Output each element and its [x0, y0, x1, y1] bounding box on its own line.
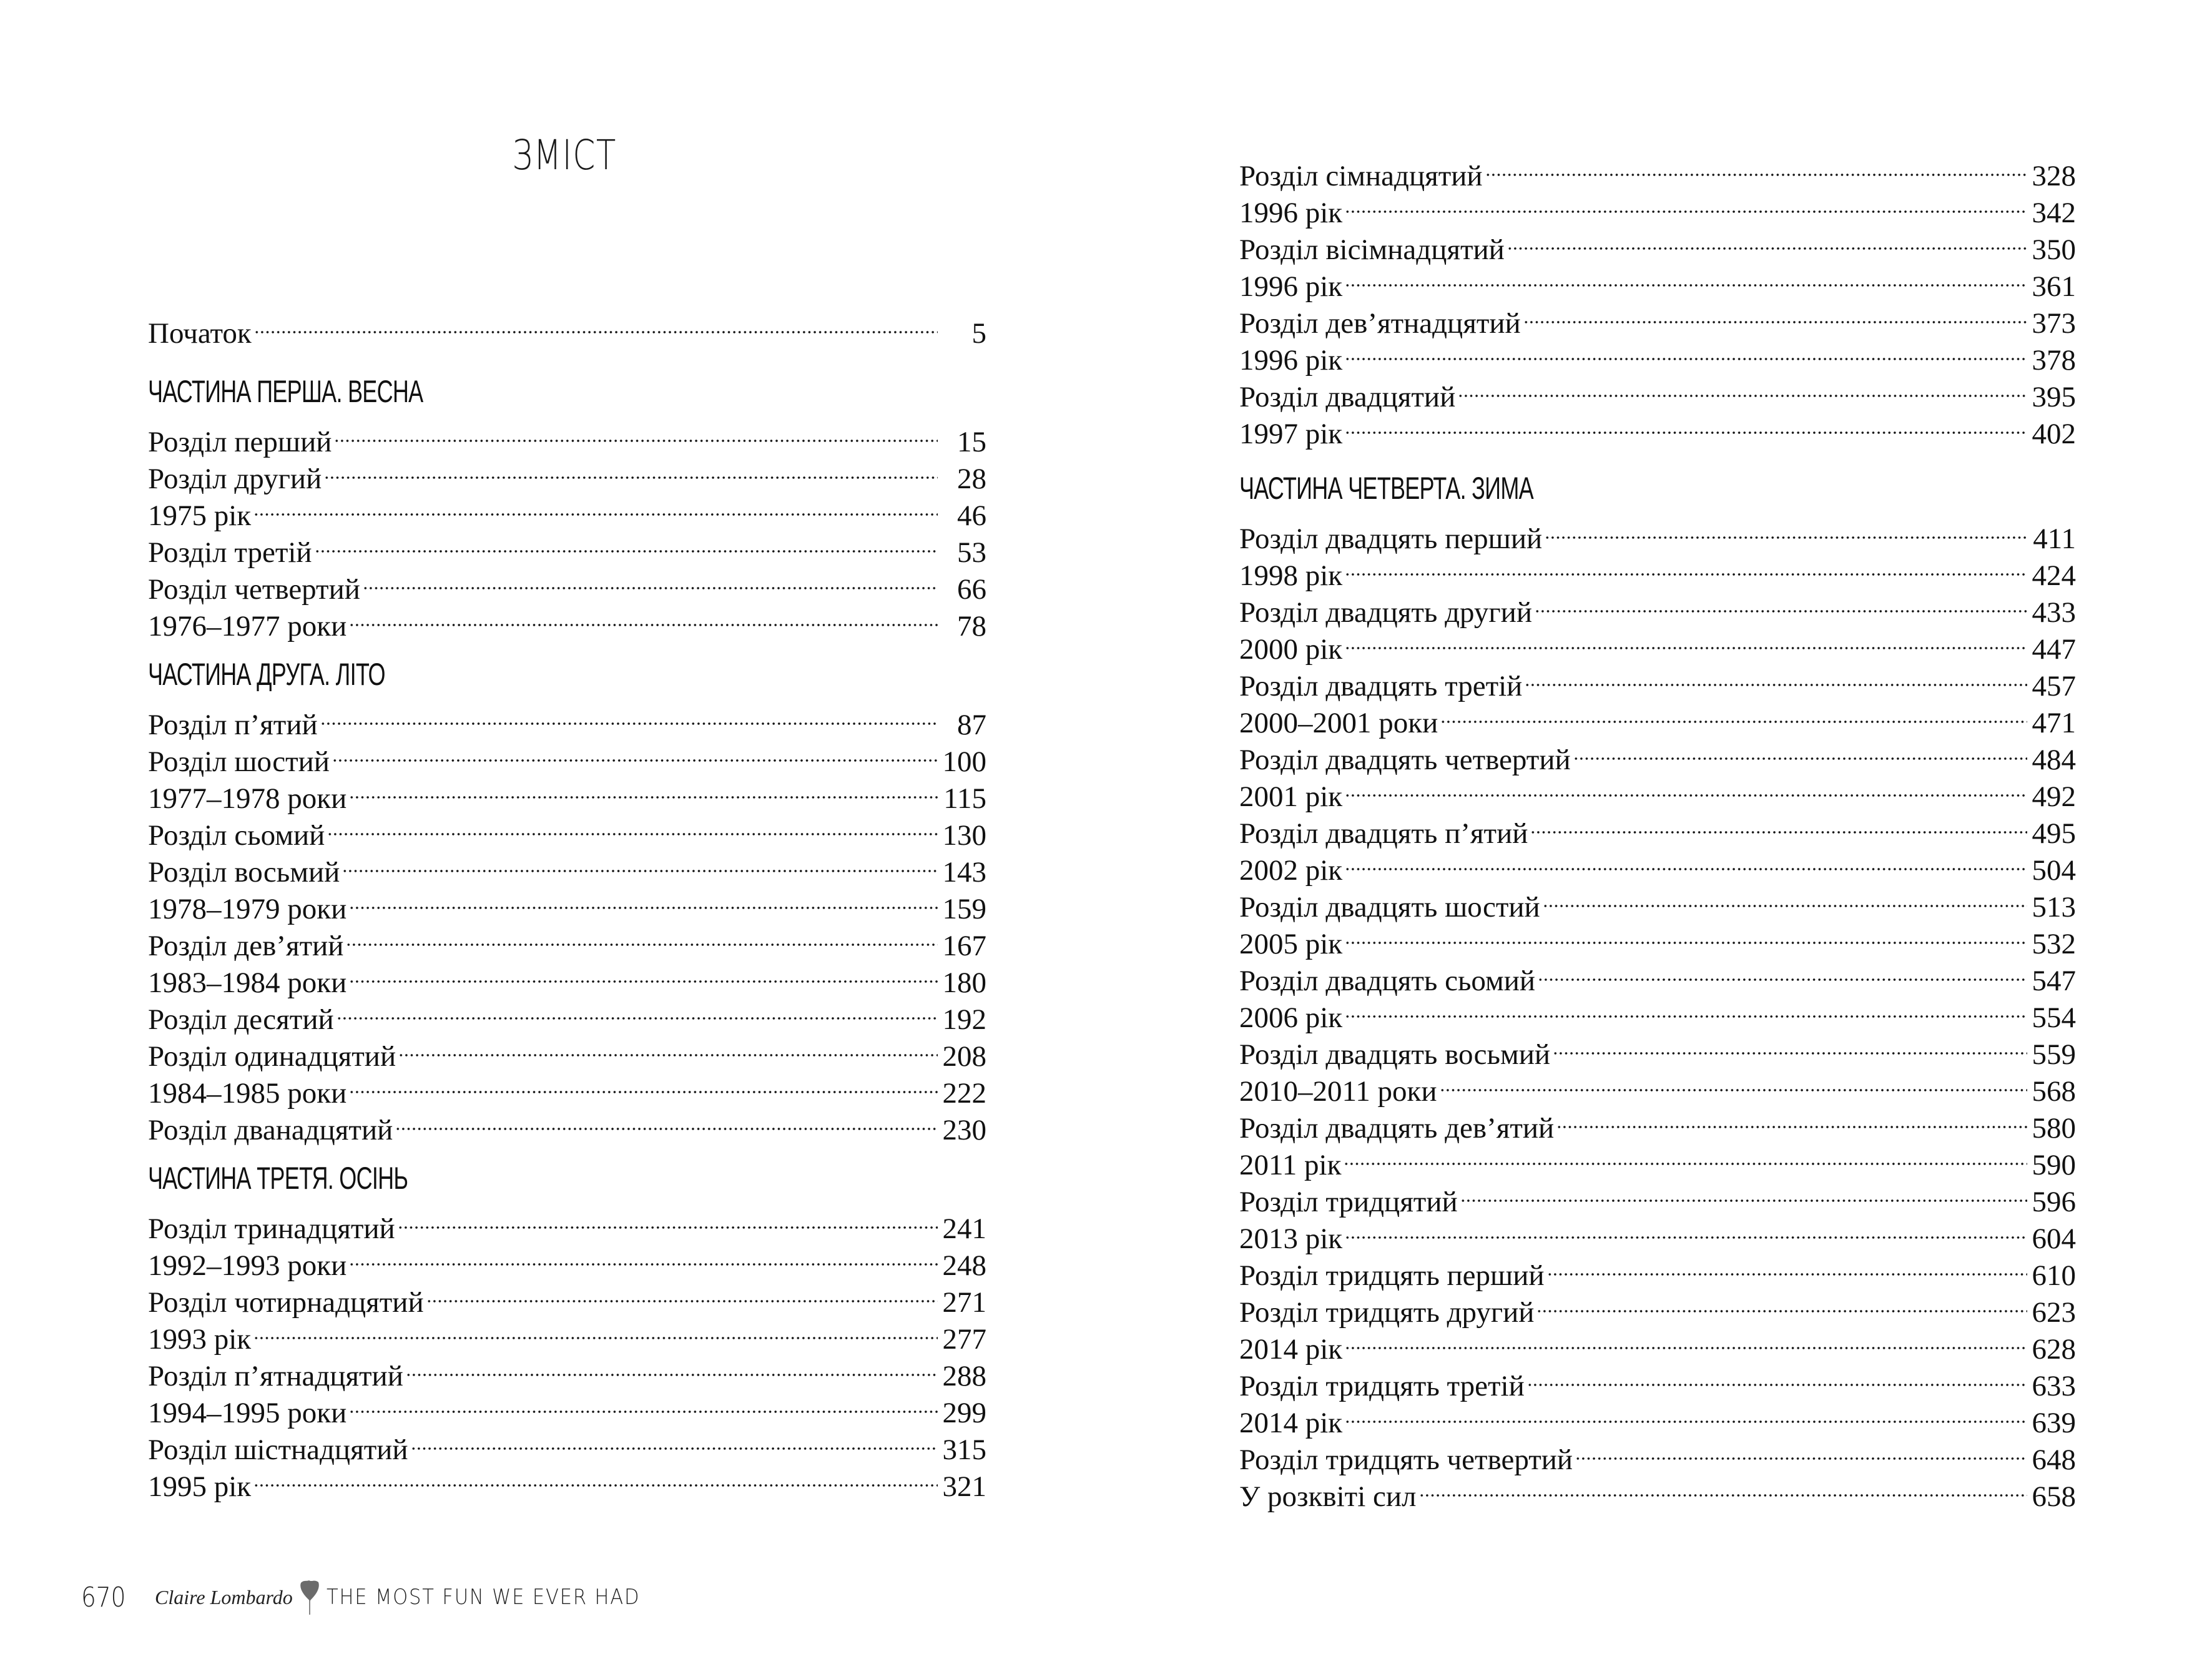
dot-leader — [411, 1422, 938, 1459]
dot-leader — [337, 992, 938, 1029]
toc-entry[interactable] — [1239, 511, 2076, 555]
dot-leader — [1573, 732, 2027, 769]
part-heading: ЧАСТИНА ПЕРША. ВЕСНА — [148, 374, 423, 409]
page-number: 670 — [81, 1581, 126, 1613]
entry-label: Розділ другий — [148, 463, 322, 495]
dot-leader — [1440, 696, 2027, 732]
entry-page-number: 208 — [942, 1040, 986, 1073]
dot-leader — [253, 488, 938, 525]
entry-label: 1994–1995 роки — [148, 1397, 347, 1429]
dot-leader — [1530, 806, 2027, 843]
entry-label: Розділ тридцять другий — [1239, 1296, 1535, 1329]
dot-leader — [398, 1201, 938, 1238]
dot-leader — [1345, 843, 2027, 880]
entry-page-number: 66 — [957, 573, 986, 606]
toc-entry[interactable] — [1239, 185, 2076, 229]
dot-leader — [1545, 511, 2027, 548]
dot-leader — [1458, 370, 2027, 406]
entry-page-number: 484 — [2032, 744, 2076, 776]
toc-entry[interactable] — [1239, 622, 2076, 666]
entry-page-number: 271 — [942, 1286, 986, 1319]
entry-page-number: 568 — [2032, 1075, 2076, 1108]
entry-page-number: 167 — [942, 930, 986, 962]
entry-page-number: 277 — [942, 1323, 986, 1356]
entry-label: Розділ шостий — [148, 746, 330, 778]
entry-page-number: 604 — [2032, 1223, 2076, 1255]
entry-page-number: 299 — [942, 1397, 986, 1429]
entry-page-number: 495 — [2032, 817, 2076, 850]
entry-page-number: 28 — [957, 463, 986, 495]
dot-leader — [342, 845, 938, 882]
toc-entry[interactable] — [1239, 1138, 2076, 1181]
entry-page-number: 315 — [942, 1434, 986, 1466]
entry-page-number: 513 — [2032, 891, 2076, 923]
dot-leader — [1525, 659, 2027, 696]
entry-page-number: 373 — [2032, 307, 2076, 340]
entry-label: 2002 рік — [1239, 854, 1343, 887]
dot-leader — [1345, 1211, 2027, 1248]
author-name: Claire Lombardo — [154, 1585, 293, 1608]
entry-page-number: 628 — [2032, 1333, 2076, 1366]
dot-leader — [254, 306, 938, 343]
entry-page-number: 100 — [942, 746, 986, 778]
entry-page-number: 159 — [942, 893, 986, 925]
entry-label: Розділ тридцятий — [1239, 1186, 1458, 1218]
entry-label: Розділ п’ятий — [148, 709, 318, 741]
entry-label: Розділ двадцять восьмий — [1239, 1038, 1550, 1071]
dot-leader — [253, 1312, 938, 1349]
entry-page-number: 180 — [942, 967, 986, 999]
toc-entry[interactable] — [1239, 1432, 2076, 1476]
dot-leader — [349, 955, 938, 992]
toc-entry[interactable] — [1239, 548, 2076, 592]
entry-page-number: 143 — [942, 856, 986, 889]
dot-leader — [1345, 548, 2027, 585]
entry-page-number: 457 — [2032, 670, 2076, 702]
toc-entry[interactable] — [1239, 222, 2076, 266]
entry-label: 2013 рік — [1239, 1223, 1343, 1255]
entry-label: 1993 рік — [148, 1323, 252, 1356]
entry-page-number: 532 — [2032, 928, 2076, 960]
entry-page-number: 433 — [2032, 596, 2076, 629]
entry-page-number: 492 — [2032, 780, 2076, 813]
entry-page-number: 547 — [2032, 965, 2076, 997]
entry-label: 1976–1977 роки — [148, 610, 347, 642]
dot-leader — [1556, 1101, 2027, 1138]
part-heading: ЧАСТИНА ЧЕТВЕРТА. ЗИМА — [1239, 471, 1533, 506]
entry-page-number: 471 — [2032, 707, 2076, 739]
dot-leader — [349, 1066, 938, 1103]
entry-label: 2006 рік — [1239, 1002, 1343, 1034]
entry-page-number: 241 — [942, 1213, 986, 1245]
toc-entry[interactable] — [1239, 333, 2076, 377]
entry-label: Розділ десятий — [148, 1003, 334, 1036]
dot-leader — [253, 1459, 938, 1496]
toc-entry[interactable] — [1239, 917, 2076, 960]
dot-leader — [349, 1238, 938, 1275]
entry-label: Розділ двадцять шостий — [1239, 891, 1540, 923]
entry-label: 1992–1993 роки — [148, 1249, 347, 1282]
dot-leader — [1345, 333, 2027, 370]
entry-label: 1996 рік — [1239, 197, 1343, 229]
entry-page-number: 115 — [943, 782, 986, 815]
page-footer — [81, 1578, 675, 1616]
toc-entry[interactable] — [1239, 990, 2076, 1034]
entry-page-number: 288 — [942, 1360, 986, 1392]
entry-label: 2014 рік — [1239, 1407, 1343, 1439]
dot-leader — [1419, 1469, 2028, 1506]
entry-label: 1998 рік — [1239, 559, 1343, 592]
entry-page-number: 411 — [2033, 523, 2076, 555]
entry-label: Розділ п’ятнадцятий — [148, 1360, 403, 1392]
toc-entry[interactable] — [1239, 806, 2076, 850]
entry-page-number: 46 — [957, 500, 986, 532]
toc-entry[interactable] — [1239, 1359, 2076, 1402]
entry-page-number: 361 — [2032, 270, 2076, 303]
dot-leader — [346, 918, 938, 955]
toc-entry[interactable] — [148, 525, 986, 569]
dot-leader — [332, 734, 938, 771]
toc-entry[interactable] — [1239, 585, 2076, 629]
toc-entry[interactable] — [1239, 296, 2076, 340]
entry-label: Розділ четвертий — [148, 573, 360, 606]
dot-leader — [1553, 1027, 2027, 1064]
entry-page-number: 633 — [2032, 1370, 2076, 1402]
toc-entry[interactable] — [1239, 1322, 2076, 1366]
dot-leader — [349, 882, 938, 918]
dot-leader — [1345, 185, 2027, 222]
dot-leader — [1538, 953, 2027, 990]
entry-page-number: 328 — [2032, 160, 2076, 192]
entry-page-number: 342 — [2032, 197, 2076, 229]
dot-leader — [363, 562, 938, 599]
dot-leader — [324, 451, 938, 488]
dot-leader — [1535, 585, 2027, 622]
dot-leader — [1485, 149, 2027, 185]
toc-entry[interactable] — [1239, 1174, 2076, 1218]
toc-entry[interactable] — [1239, 149, 2076, 192]
dot-leader — [349, 599, 938, 636]
entry-label: 2011 рік — [1239, 1149, 1342, 1181]
entry-label: Розділ тридцять перший — [1239, 1259, 1545, 1292]
dot-leader — [1536, 1285, 2027, 1322]
toc-entry[interactable] — [148, 1201, 986, 1245]
toc-entry[interactable] — [148, 697, 986, 741]
entry-label: Розділ дванадцятий — [148, 1114, 393, 1146]
dot-leader — [426, 1275, 938, 1312]
toc-entry[interactable] — [1239, 406, 2076, 450]
entry-label: 2005 рік — [1239, 928, 1343, 960]
entry-page-number: 87 — [957, 709, 986, 741]
entry-label: Розділ третій — [148, 536, 312, 569]
entry-label: Розділ чотирнадцятий — [148, 1286, 424, 1319]
toc-entry[interactable] — [1239, 1211, 2076, 1255]
entry-label: Розділ двадцять п’ятий — [1239, 817, 1528, 850]
dot-leader — [1345, 769, 2027, 806]
entry-label: Розділ двадцять третій — [1239, 670, 1523, 702]
entry-page-number: 350 — [2032, 234, 2076, 266]
entry-label: У розквіті сил — [1239, 1480, 1417, 1513]
entry-label: Розділ сьомий — [148, 819, 325, 852]
dot-leader — [349, 1386, 938, 1422]
dot-leader — [398, 1029, 938, 1066]
entry-label: Розділ двадцять сьомий — [1239, 965, 1536, 997]
dot-leader — [1575, 1432, 2027, 1469]
dot-leader — [1344, 1138, 2027, 1174]
entry-page-number: 590 — [2032, 1149, 2076, 1181]
dot-leader — [1507, 222, 2027, 259]
dot-leader — [1345, 622, 2027, 659]
entry-label: 2000–2001 роки — [1239, 707, 1438, 739]
entry-label: 1997 рік — [1239, 418, 1343, 450]
toc-entry[interactable] — [148, 1312, 986, 1356]
toc-entry[interactable] — [148, 488, 986, 532]
entry-label: 2014 рік — [1239, 1333, 1343, 1366]
entry-label: Розділ двадцять четвертий — [1239, 744, 1571, 776]
entry-page-number: 596 — [2032, 1186, 2076, 1218]
entry-label: 1995 рік — [148, 1470, 252, 1503]
entry-label: Розділ сімнадцятий — [1239, 160, 1483, 192]
toc-entry[interactable] — [1239, 1248, 2076, 1292]
entry-page-number: 554 — [2032, 1002, 2076, 1034]
entry-label: Розділ вісімнадцятий — [1239, 234, 1505, 266]
toc-column-right — [1239, 149, 2076, 1513]
dot-leader — [1345, 917, 2027, 953]
entry-label: 1984–1985 роки — [148, 1077, 347, 1110]
entry-label: Розділ дев’ятнадцятий — [1239, 307, 1521, 340]
dot-leader — [349, 771, 938, 808]
entry-label: Розділ двадцять дев’ятий — [1239, 1112, 1555, 1145]
entry-label: 1975 рік — [148, 500, 252, 532]
entry-page-number: 222 — [942, 1077, 986, 1110]
dot-leader — [1345, 990, 2027, 1027]
entry-page-number: 402 — [2032, 418, 2076, 450]
entry-page-number: 424 — [2032, 559, 2076, 592]
dot-leader — [1547, 1248, 2027, 1285]
entry-label: Розділ тринадцятий — [148, 1213, 395, 1245]
dot-leader — [1345, 1322, 2027, 1359]
part-heading: ЧАСТИНА ДРУГА. ЛІТО — [148, 657, 385, 692]
toc-entry[interactable] — [1239, 769, 2076, 813]
dot-leader — [1460, 1174, 2027, 1211]
entry-label: 2010–2011 роки — [1239, 1075, 1437, 1108]
dot-leader — [334, 415, 938, 451]
part-heading: ЧАСТИНА ТРЕТЯ. ОСІНЬ — [148, 1161, 408, 1196]
dot-leader — [1345, 259, 2027, 296]
entry-page-number: 15 — [957, 426, 986, 458]
running-book-title: THE MOST FUN WE EVER HAD — [326, 1585, 641, 1610]
ginkgo-leaf-icon — [299, 1579, 320, 1615]
entry-label: Розділ перший — [148, 426, 332, 458]
entry-page-number: 53 — [957, 536, 986, 569]
toc-entry-intro[interactable] — [148, 306, 986, 350]
entry-page-number: 559 — [2032, 1038, 2076, 1071]
entry-page-number: 447 — [2032, 633, 2076, 666]
entry-page-number: 321 — [942, 1470, 986, 1503]
toc-entry[interactable] — [1239, 880, 2076, 923]
entry-page-number: 230 — [942, 1114, 986, 1146]
entry-page-number: 580 — [2032, 1112, 2076, 1145]
toc-title: ЗМІСТ — [512, 131, 617, 179]
entry-page-number: 658 — [2032, 1480, 2076, 1513]
entry-label: Розділ одинадцятий — [148, 1040, 396, 1073]
entry-label: Початок — [148, 317, 252, 350]
entry-label: Розділ тридцять третій — [1239, 1370, 1525, 1402]
dot-leader — [406, 1349, 938, 1386]
entry-page-number: 623 — [2032, 1296, 2076, 1329]
dot-leader — [320, 697, 938, 734]
entry-page-number: 192 — [942, 1003, 986, 1036]
dot-leader — [1345, 406, 2027, 443]
toc-entry[interactable] — [148, 1349, 986, 1392]
entry-label: Розділ двадцять другий — [1239, 596, 1532, 629]
dot-leader — [1345, 1396, 2027, 1432]
entry-label: Розділ двадцять перший — [1239, 523, 1543, 555]
dot-leader — [315, 525, 938, 562]
entry-page-number: 610 — [2032, 1259, 2076, 1292]
entry-label: Розділ тридцять четвертий — [1239, 1444, 1573, 1476]
toc-entry[interactable] — [1239, 1396, 2076, 1439]
entry-page-number: 5 — [971, 317, 986, 350]
entry-label: 1996 рік — [1239, 270, 1343, 303]
entry-page-number: 378 — [2032, 344, 2076, 377]
toc-entry[interactable] — [148, 1459, 986, 1503]
toc-entry[interactable] — [1239, 843, 2076, 887]
dot-leader — [1523, 296, 2027, 333]
entry-label: Розділ дев’ятий — [148, 930, 344, 962]
dot-leader — [1527, 1359, 2027, 1396]
toc-entry[interactable] — [148, 415, 986, 458]
entry-page-number: 504 — [2032, 854, 2076, 887]
dot-leader — [395, 1103, 938, 1140]
dot-leader — [1543, 880, 2027, 917]
toc-entry[interactable] — [1239, 370, 2076, 413]
entry-label: Розділ двадцятий — [1239, 381, 1456, 413]
entry-label: 2000 рік — [1239, 633, 1343, 666]
entry-page-number: 78 — [957, 610, 986, 642]
entry-page-number: 130 — [942, 819, 986, 852]
entry-label: Розділ восьмий — [148, 856, 340, 889]
entry-page-number: 639 — [2032, 1407, 2076, 1439]
entry-label: 1996 рік — [1239, 344, 1343, 377]
entry-label: 1977–1978 роки — [148, 782, 347, 815]
entry-page-number: 395 — [2032, 381, 2076, 413]
entry-label: 1983–1984 роки — [148, 967, 347, 999]
dot-leader — [327, 808, 938, 845]
toc-entry[interactable] — [1239, 259, 2076, 303]
entry-label: 1978–1979 роки — [148, 893, 347, 925]
toc-entry[interactable] — [1239, 659, 2076, 702]
entry-label: Розділ шістнадцятий — [148, 1434, 408, 1466]
entry-label: 2001 рік — [1239, 780, 1343, 813]
entry-page-number: 648 — [2032, 1444, 2076, 1476]
toc-column-left — [148, 306, 986, 1503]
toc-entry[interactable] — [1239, 953, 2076, 997]
toc-entry[interactable] — [1239, 1027, 2076, 1071]
entry-page-number: 248 — [942, 1249, 986, 1282]
dot-leader — [1440, 1064, 2028, 1101]
